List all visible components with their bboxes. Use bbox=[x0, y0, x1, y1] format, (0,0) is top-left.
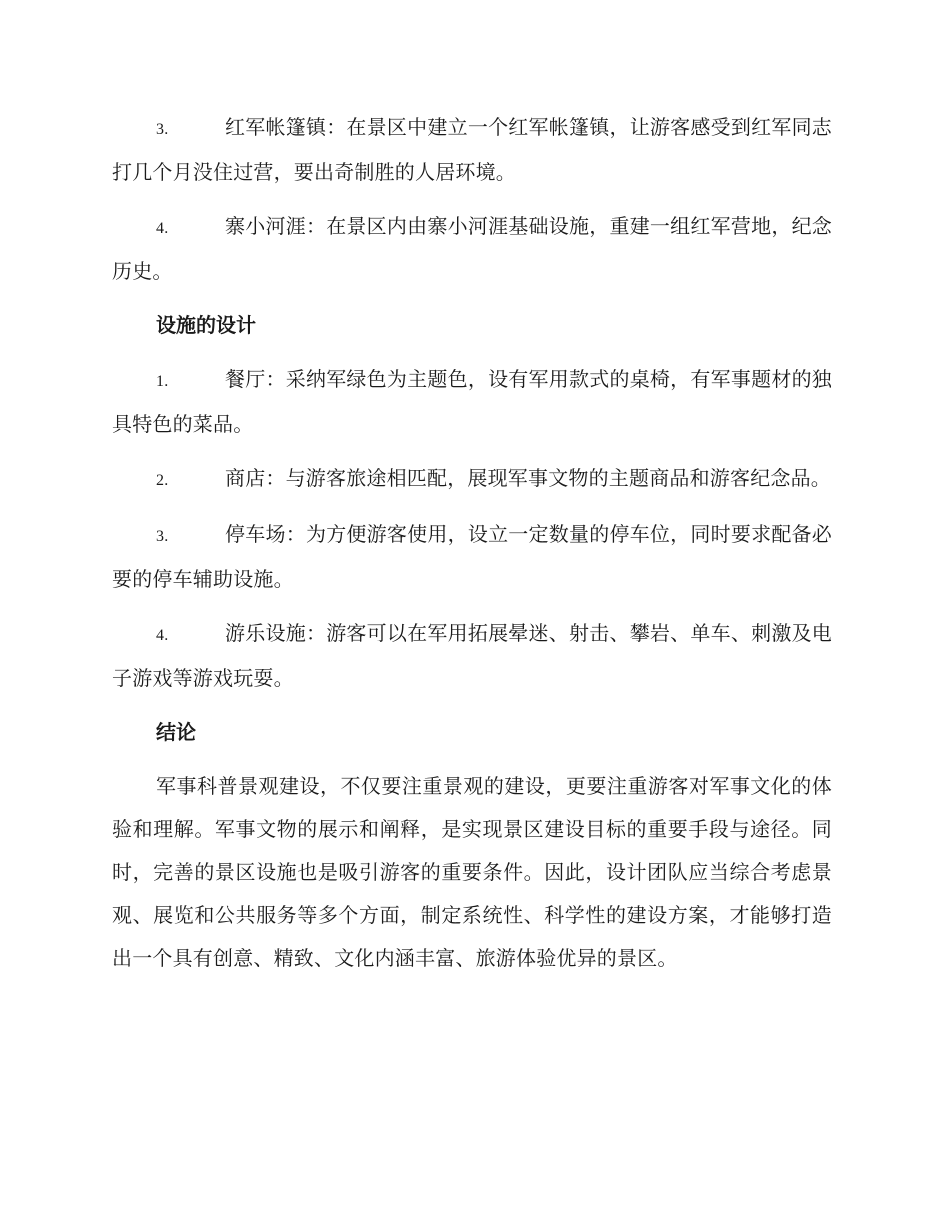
document-page bbox=[112, 106, 832, 980]
list-item-number: 4. bbox=[156, 627, 169, 644]
list-item bbox=[112, 358, 832, 446]
section-heading-facilities: 设施的设计 bbox=[156, 313, 256, 337]
list-item-number: 3. bbox=[156, 528, 169, 545]
list-item bbox=[112, 106, 832, 194]
list-item-text: 红军帐篷镇：在景区中建立一个红军帐篷镇，让游客感受到红军同志打几个月没住过营，要出奇制胜的人居环境。 bbox=[112, 115, 832, 184]
list-item bbox=[112, 457, 832, 502]
list-item-text: 停车场：为方便游客使用，设立一定数量的停车位，同时要求配备必要的停车辅助设施。 bbox=[112, 522, 832, 591]
section-heading-conclusion: 结论 bbox=[156, 720, 196, 744]
list-item-number: 3. bbox=[156, 121, 169, 138]
list-item-number: 1. bbox=[156, 373, 169, 390]
list-item bbox=[112, 513, 832, 601]
conclusion-paragraph: 军事科普景观建设，不仅要注重景观的建设，更要注重游客对军事文化的体验和理解。军事文物的展示和阐释，是实现景区建设目标的重要手段与途径。同时，完善的景区设施也是吸引游客的重要条件。因此，设计团队应当综合考虑景观、展览和公共服务等多个方面，制定系统性、科学性的建设方案，才能够打造出一个具有创意、精致、文化内涵丰富、旅游体验优异的景区。 bbox=[112, 774, 832, 970]
list-item-text: 商店：与游客旅途相匹配，展现军事文物的主题商品和游客纪念品。 bbox=[225, 466, 831, 490]
list-item-text: 餐厅：采纳军绿色为主题色，设有军用款式的桌椅，有军事题材的独具特色的菜品。 bbox=[112, 367, 832, 436]
list-item bbox=[112, 612, 832, 700]
list-item-number: 2. bbox=[156, 472, 169, 489]
list-item-text: 寨小河涯：在景区内由寨小河涯基础设施，重建一组红军营地，纪念历史。 bbox=[112, 214, 832, 283]
list-item-number: 4. bbox=[156, 220, 169, 237]
list-item bbox=[112, 205, 832, 293]
list-item-text: 游乐设施：游客可以在军用拓展晕迷、射击、攀岩、单车、刺激及电子游戏等游戏玩耍。 bbox=[112, 621, 832, 690]
